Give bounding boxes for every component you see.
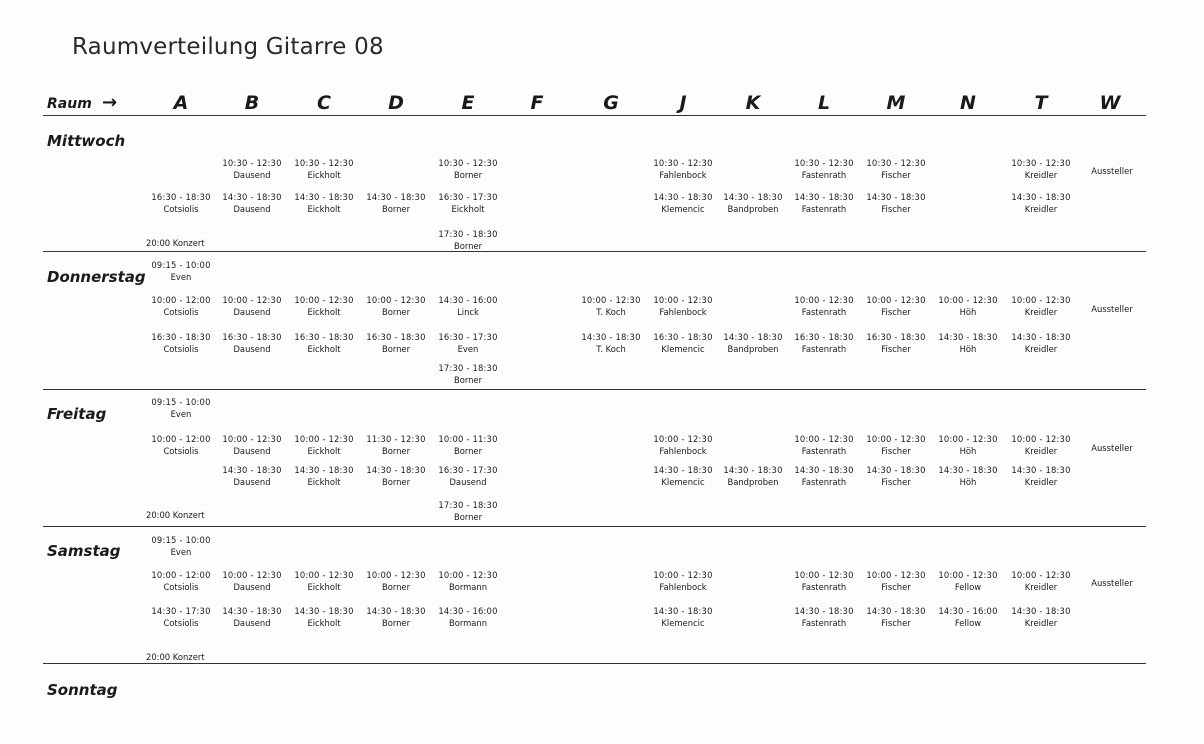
entry-teacher: Dausend <box>233 307 271 317</box>
schedule-entry <box>788 464 860 488</box>
entry-teacher: Klemencic <box>661 344 705 354</box>
entry-time: 14:30 - 18:30 <box>366 192 426 202</box>
entry-time: 17:30 - 18:30 <box>438 363 498 373</box>
aussteller-note: Aussteller <box>1091 304 1133 314</box>
schedule-entry <box>788 157 860 181</box>
day-divider <box>43 663 1146 664</box>
schedule-entry <box>288 605 360 629</box>
entry-teacher: Eickholt <box>307 582 341 592</box>
entry-teacher: Fastenrath <box>801 170 847 180</box>
entry-teacher: Dausend <box>233 477 271 487</box>
schedule-entry <box>432 294 504 318</box>
schedule-entry <box>932 605 1004 629</box>
entry-time: 14:30 - 18:30 <box>866 465 926 475</box>
schedule-entry <box>860 157 932 181</box>
entry-teacher: Cotsiolis <box>163 582 199 592</box>
entry-teacher: Eickholt <box>307 618 341 628</box>
entry-time: 10:00 - 12:30 <box>866 295 926 305</box>
entry-time: 09:15 - 10:00 <box>151 260 211 270</box>
entry-teacher: Borner <box>381 344 411 354</box>
entry-teacher: Eickholt <box>307 446 341 456</box>
entry-time: 14:30 - 18:30 <box>1011 606 1071 616</box>
entry-time: 14:30 - 18:30 <box>294 606 354 616</box>
entry-teacher: Eickholt <box>307 204 341 214</box>
entry-time: 16:30 - 18:30 <box>151 192 211 202</box>
schedule-entry <box>932 331 1004 355</box>
schedule-entry <box>647 294 719 318</box>
entry-time: 14:30 - 18:30 <box>794 465 854 475</box>
entry-teacher: Eickholt <box>307 477 341 487</box>
entry-teacher: Borner <box>381 477 411 487</box>
entry-teacher: Kreidler <box>1024 307 1058 317</box>
entry-time: 10:00 - 12:00 <box>151 434 211 444</box>
schedule-entry <box>288 157 360 181</box>
schedule-entry <box>647 157 719 181</box>
day-label-mittwoch: Mittwoch <box>47 132 126 150</box>
entry-teacher: Fastenrath <box>801 204 847 214</box>
entry-teacher: Fellow <box>954 582 982 592</box>
entry-teacher: Bormann <box>448 618 488 628</box>
schedule-entry <box>432 331 504 355</box>
schedule-entry <box>1005 605 1077 629</box>
schedule-entry <box>145 259 217 283</box>
schedule-entry <box>288 294 360 318</box>
entry-time: 10:00 - 12:30 <box>938 295 998 305</box>
entry-time: 14:30 - 18:30 <box>294 465 354 475</box>
entry-teacher: Borner <box>381 446 411 456</box>
aussteller-note: Aussteller <box>1091 443 1133 453</box>
entry-teacher: Fastenrath <box>801 307 847 317</box>
schedule-entry <box>1005 294 1077 318</box>
schedule-entry <box>288 433 360 457</box>
entry-time: 10:30 - 12:30 <box>1011 158 1071 168</box>
schedule-entry <box>1005 191 1077 215</box>
entry-teacher: Bandproben <box>727 477 779 487</box>
entry-teacher: Fastenrath <box>801 477 847 487</box>
entry-time: 10:00 - 12:30 <box>1011 570 1071 580</box>
entry-time: 14:30 - 18:30 <box>723 332 783 342</box>
schedule-entry <box>1005 433 1077 457</box>
entry-time: 16:30 - 18:30 <box>653 332 713 342</box>
entry-teacher: Borner <box>381 618 411 628</box>
entry-time: 09:15 - 10:00 <box>151 535 211 545</box>
room-header-b: B <box>244 92 260 114</box>
entry-teacher: Höh <box>959 446 977 456</box>
schedule-entry <box>788 569 860 593</box>
entry-time: 10:00 - 12:30 <box>294 295 354 305</box>
schedule-entry <box>145 534 217 558</box>
day-divider <box>43 115 1146 116</box>
entry-teacher: Höh <box>959 344 977 354</box>
schedule-entry <box>288 191 360 215</box>
schedule-entry <box>717 331 789 355</box>
entry-time: 10:00 - 12:30 <box>866 570 926 580</box>
room-header-k: K <box>745 92 761 114</box>
entry-teacher: Kreidler <box>1024 344 1058 354</box>
schedule-entry <box>575 294 647 318</box>
entry-time: 14:30 - 18:30 <box>866 192 926 202</box>
schedule-entry <box>647 464 719 488</box>
entry-teacher: Kreidler <box>1024 170 1058 180</box>
schedule-entry <box>788 433 860 457</box>
entry-time: 10:30 - 12:30 <box>438 158 498 168</box>
entry-time: 10:30 - 12:30 <box>866 158 926 168</box>
schedule-entry <box>145 294 217 318</box>
entry-teacher: Höh <box>959 307 977 317</box>
entry-time: 10:00 - 12:30 <box>222 295 282 305</box>
entry-time: 16:30 - 18:30 <box>866 332 926 342</box>
entry-time: 11:30 - 12:30 <box>366 434 426 444</box>
entry-teacher: Fischer <box>881 344 911 354</box>
entry-time: 10:00 - 12:30 <box>581 295 641 305</box>
entry-teacher: Borner <box>381 307 411 317</box>
entry-time: 14:30 - 18:30 <box>222 192 282 202</box>
entry-time: 16:30 - 18:30 <box>294 332 354 342</box>
entry-teacher: T. Koch <box>596 307 626 317</box>
schedule-entry <box>932 569 1004 593</box>
entry-time: 14:30 - 18:30 <box>1011 465 1071 475</box>
schedule-entry <box>432 464 504 488</box>
entry-time: 14:30 - 18:30 <box>294 192 354 202</box>
entry-teacher: Borner <box>453 241 483 251</box>
entry-time: 10:00 - 12:30 <box>366 570 426 580</box>
schedule-entry <box>647 433 719 457</box>
schedule-entry <box>647 569 719 593</box>
schedule-entry <box>216 464 288 488</box>
schedule-entry <box>216 433 288 457</box>
entry-teacher: Fahlenbock <box>659 307 707 317</box>
entry-time: 14:30 - 16:00 <box>438 295 498 305</box>
entry-teacher: Linck <box>457 307 479 317</box>
schedule-entry <box>1005 331 1077 355</box>
entry-time: 14:30 - 16:00 <box>438 606 498 616</box>
entry-time: 10:00 - 12:30 <box>794 570 854 580</box>
entry-teacher: Borner <box>453 170 483 180</box>
entry-time: 14:30 - 16:00 <box>938 606 998 616</box>
entry-teacher: Klemencic <box>661 618 705 628</box>
day-label-freitag: Freitag <box>47 405 107 423</box>
entry-teacher: Fastenrath <box>801 618 847 628</box>
entry-time: 10:00 - 12:30 <box>938 434 998 444</box>
entry-teacher: Klemencic <box>661 477 705 487</box>
schedule-entry <box>860 294 932 318</box>
entry-time: 10:00 - 11:30 <box>438 434 498 444</box>
entry-teacher: Even <box>170 409 192 419</box>
arrow-icon: → <box>102 92 118 113</box>
room-header-j: J <box>679 92 687 114</box>
schedule-entry <box>788 605 860 629</box>
schedule-entry <box>145 191 217 215</box>
entry-time: 10:00 - 12:30 <box>653 434 713 444</box>
entry-time: 16:30 - 17:30 <box>438 332 498 342</box>
schedule-entry <box>860 464 932 488</box>
entry-teacher: Kreidler <box>1024 204 1058 214</box>
entry-teacher: Fischer <box>881 204 911 214</box>
entry-time: 17:30 - 18:30 <box>438 500 498 510</box>
entry-teacher: Fahlenbock <box>659 170 707 180</box>
entry-time: 16:30 - 18:30 <box>222 332 282 342</box>
entry-time: 10:00 - 12:00 <box>151 295 211 305</box>
entry-time: 16:30 - 17:30 <box>438 192 498 202</box>
schedule-entry <box>860 569 932 593</box>
entry-teacher: Fastenrath <box>801 446 847 456</box>
schedule-entry <box>1005 569 1077 593</box>
entry-time: 14:30 - 18:30 <box>1011 332 1071 342</box>
schedule-entry <box>145 331 217 355</box>
entry-time: 16:30 - 17:30 <box>438 465 498 475</box>
entry-time: 10:30 - 12:30 <box>294 158 354 168</box>
entry-teacher: Bandproben <box>727 204 779 214</box>
entry-time: 10:00 - 12:30 <box>294 570 354 580</box>
schedule-entry <box>360 569 432 593</box>
schedule-entry <box>360 294 432 318</box>
entry-time: 16:30 - 18:30 <box>151 332 211 342</box>
entry-time: 10:00 - 12:30 <box>1011 295 1071 305</box>
schedule-entry <box>432 228 504 252</box>
entry-time: 10:00 - 12:30 <box>366 295 426 305</box>
entry-time: 10:00 - 12:30 <box>794 434 854 444</box>
entry-time: 10:00 - 12:30 <box>653 295 713 305</box>
schedule-entry <box>860 433 932 457</box>
entry-teacher: Cotsiolis <box>163 618 199 628</box>
entry-teacher: Klemencic <box>661 204 705 214</box>
entry-time: 14:30 - 18:30 <box>222 465 282 475</box>
entry-time: 17:30 - 18:30 <box>438 229 498 239</box>
entry-time: 10:30 - 12:30 <box>653 158 713 168</box>
schedule-entry <box>360 464 432 488</box>
konzert-note: 20:00 Konzert <box>146 238 205 248</box>
entry-time: 14:30 - 18:30 <box>366 606 426 616</box>
schedule-entry <box>432 569 504 593</box>
day-divider <box>43 251 1146 252</box>
room-header-d: D <box>388 92 404 114</box>
room-header-l: L <box>817 92 831 114</box>
schedule-entry <box>1005 464 1077 488</box>
schedule-entry <box>432 499 504 523</box>
room-header-w: W <box>1099 92 1121 114</box>
entry-time: 14:30 - 18:30 <box>866 606 926 616</box>
day-divider <box>43 526 1146 527</box>
entry-teacher: Bandproben <box>727 344 779 354</box>
entry-teacher: Dausend <box>233 582 271 592</box>
entry-time: 14:30 - 18:30 <box>653 606 713 616</box>
entry-time: 10:30 - 12:30 <box>794 158 854 168</box>
entry-teacher: Kreidler <box>1024 582 1058 592</box>
schedule-entry <box>216 605 288 629</box>
schedule-entry <box>647 605 719 629</box>
entry-time: 14:30 - 18:30 <box>581 332 641 342</box>
schedule-entry <box>288 569 360 593</box>
page-title: Raumverteilung Gitarre 08 <box>72 34 384 60</box>
entry-teacher: Kreidler <box>1024 618 1058 628</box>
entry-teacher: Höh <box>959 477 977 487</box>
entry-time: 14:30 - 18:30 <box>723 465 783 475</box>
schedule-entry <box>432 157 504 181</box>
room-header-c: C <box>317 92 331 114</box>
room-header-m: M <box>886 92 906 114</box>
room-header-g: G <box>603 92 619 114</box>
schedule-entry <box>216 191 288 215</box>
aussteller-note: Aussteller <box>1091 166 1133 176</box>
entry-time: 14:30 - 18:30 <box>938 465 998 475</box>
room-header-e: E <box>461 92 475 114</box>
entry-time: 14:30 - 18:30 <box>222 606 282 616</box>
entry-teacher: Fahlenbock <box>659 582 707 592</box>
schedule-entry <box>145 433 217 457</box>
entry-teacher: Dausend <box>233 204 271 214</box>
entry-time: 10:00 - 12:30 <box>653 570 713 580</box>
schedule-entry <box>860 331 932 355</box>
entry-teacher: Eickholt <box>307 170 341 180</box>
room-header-a: A <box>173 92 189 114</box>
konzert-note: 20:00 Konzert <box>146 652 205 662</box>
schedule-entry <box>216 294 288 318</box>
schedule-entry <box>647 331 719 355</box>
entry-teacher: Fastenrath <box>801 582 847 592</box>
schedule-entry <box>360 433 432 457</box>
entry-teacher: Eickholt <box>307 344 341 354</box>
room-header-n: N <box>960 92 976 114</box>
aussteller-note: Aussteller <box>1091 578 1133 588</box>
entry-time: 10:00 - 12:30 <box>938 570 998 580</box>
schedule-entry <box>360 191 432 215</box>
schedule-entry <box>575 331 647 355</box>
day-label-donnerstag: Donnerstag <box>47 268 146 286</box>
entry-time: 14:30 - 18:30 <box>653 192 713 202</box>
entry-time: 10:00 - 12:30 <box>866 434 926 444</box>
entry-teacher: Fellow <box>954 618 982 628</box>
entry-teacher: Fischer <box>881 477 911 487</box>
entry-time: 14:30 - 18:30 <box>794 192 854 202</box>
entry-time: 10:00 - 12:30 <box>222 570 282 580</box>
entry-time: 14:30 - 17:30 <box>151 606 211 616</box>
entry-time: 10:00 - 12:00 <box>151 570 211 580</box>
entry-teacher: Dausend <box>449 477 487 487</box>
schedule-entry <box>216 569 288 593</box>
schedule-entry <box>1005 157 1077 181</box>
entry-time: 14:30 - 18:30 <box>366 465 426 475</box>
schedule-entry <box>932 294 1004 318</box>
entry-teacher: Fahlenbock <box>659 446 707 456</box>
schedule-entry <box>216 331 288 355</box>
schedule-entry <box>216 157 288 181</box>
entry-teacher: Even <box>170 272 192 282</box>
entry-teacher: Cotsiolis <box>163 204 199 214</box>
entry-teacher: Eickholt <box>451 204 485 214</box>
schedule-entry <box>288 464 360 488</box>
entry-teacher: Borner <box>453 446 483 456</box>
entry-teacher: Dausend <box>233 170 271 180</box>
schedule-entry <box>360 331 432 355</box>
entry-teacher: Borner <box>453 512 483 522</box>
entry-time: 10:00 - 12:30 <box>1011 434 1071 444</box>
schedule-entry <box>432 605 504 629</box>
schedule-entry <box>860 191 932 215</box>
entry-teacher: Bormann <box>448 582 488 592</box>
day-label-samstag: Samstag <box>47 542 121 560</box>
schedule-entry <box>145 605 217 629</box>
day-divider <box>43 389 1146 390</box>
entry-teacher: Fischer <box>881 446 911 456</box>
schedule-entry <box>932 433 1004 457</box>
entry-time: 10:00 - 12:30 <box>438 570 498 580</box>
day-label-sonntag: Sonntag <box>47 681 118 699</box>
konzert-note: 20:00 Konzert <box>146 510 205 520</box>
entry-time: 10:00 - 12:30 <box>222 434 282 444</box>
entry-time: 16:30 - 18:30 <box>794 332 854 342</box>
schedule-entry <box>432 433 504 457</box>
schedule-entry <box>432 191 504 215</box>
schedule-entry <box>145 396 217 420</box>
schedule-entry <box>860 605 932 629</box>
entry-teacher: Dausend <box>233 618 271 628</box>
entry-teacher: Cotsiolis <box>163 307 199 317</box>
room-header-f: F <box>530 92 544 114</box>
entry-teacher: Eickholt <box>307 307 341 317</box>
entry-time: 10:30 - 12:30 <box>222 158 282 168</box>
entry-time: 14:30 - 18:30 <box>794 606 854 616</box>
entry-teacher: Fischer <box>881 618 911 628</box>
entry-time: 14:30 - 18:30 <box>1011 192 1071 202</box>
schedule-entry <box>647 191 719 215</box>
entry-teacher: Kreidler <box>1024 446 1058 456</box>
schedule-entry <box>360 605 432 629</box>
entry-teacher: Fischer <box>881 582 911 592</box>
schedule-entry <box>717 191 789 215</box>
entry-time: 16:30 - 18:30 <box>366 332 426 342</box>
entry-time: 10:00 - 12:30 <box>794 295 854 305</box>
schedule-entry <box>932 464 1004 488</box>
entry-teacher: Fastenrath <box>801 344 847 354</box>
entry-teacher: Fischer <box>881 307 911 317</box>
entry-teacher: T. Koch <box>596 344 626 354</box>
entry-teacher: Borner <box>381 582 411 592</box>
entry-teacher: Borner <box>381 204 411 214</box>
schedule-entry <box>788 191 860 215</box>
raum-label: Raum <box>47 96 92 112</box>
entry-teacher: Fischer <box>881 170 911 180</box>
entry-teacher: Dausend <box>233 446 271 456</box>
entry-time: 09:15 - 10:00 <box>151 397 211 407</box>
entry-time: 14:30 - 18:30 <box>938 332 998 342</box>
entry-teacher: Cotsiolis <box>163 344 199 354</box>
entry-time: 10:00 - 12:30 <box>294 434 354 444</box>
entry-teacher: Cotsiolis <box>163 446 199 456</box>
entry-time: 14:30 - 18:30 <box>653 465 713 475</box>
schedule-entry <box>788 331 860 355</box>
schedule-entry <box>288 331 360 355</box>
entry-teacher: Kreidler <box>1024 477 1058 487</box>
schedule-entry <box>432 362 504 386</box>
entry-teacher: Even <box>170 547 192 557</box>
entry-teacher: Even <box>457 344 479 354</box>
room-header-t: T <box>1034 92 1048 114</box>
entry-teacher: Dausend <box>233 344 271 354</box>
schedule-entry <box>788 294 860 318</box>
entry-teacher: Borner <box>453 375 483 385</box>
entry-time: 14:30 - 18:30 <box>723 192 783 202</box>
schedule-entry <box>145 569 217 593</box>
schedule-entry <box>717 464 789 488</box>
